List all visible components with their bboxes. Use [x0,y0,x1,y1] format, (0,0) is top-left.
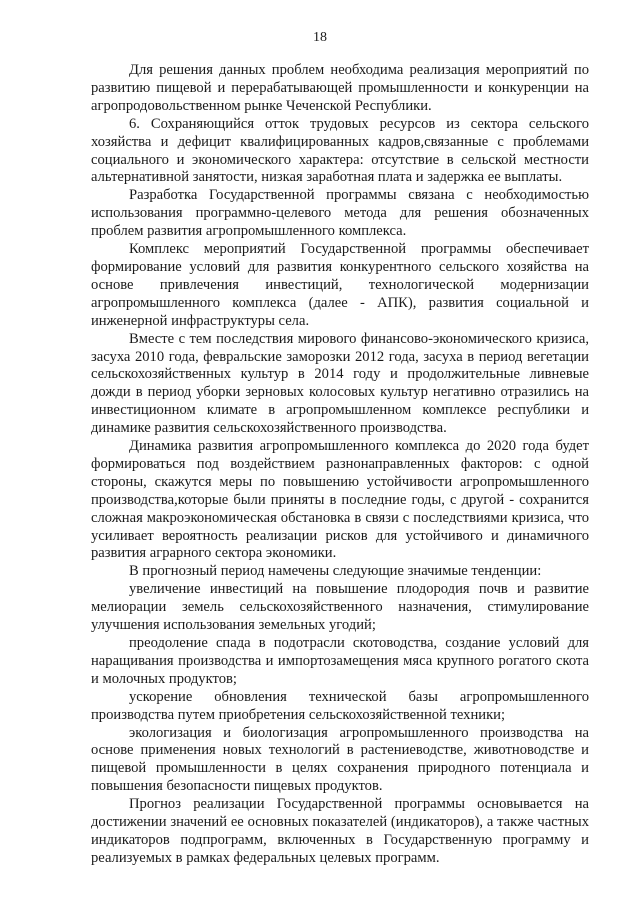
paragraph-labor-outflow: 6. Сохраняющийся отток трудовых ресурсов из сектора сельского хозяйства и дефицит квалифицированных кадров,связанные с проблемами социального и экономического характера: отсутствие в сельской местности альтернативной занятости, низкая заработная плата и задержка ее выплаты. [91,115,589,186]
page-number: 18 [313,30,327,45]
list-item-technical-base: ускорение обновления технической базы агропромышленного производства путем приобретения сельскохозяйственной техники; [91,688,589,723]
list-item-ecologization: экологизация и биологизация агропромышленного производства на основе применения новых технологий в растениеводстве, животноводстве и пищевой промышленности в целях сохранения природного потенциала и повышения безопасности пищевых продуктов. [91,724,589,795]
paragraph-measures-food-industry: Для решения данных проблем необходима реализация мероприятий по развитию пищевой и перерабатывающей промышленности и конкуренции на агропродовольственном рынке Чеченской Республики. [91,62,589,114]
list-item-cattle-breeding: преодоление спада в подотрасли скотоводства, создание условий для наращивания производства и импортозамещения мяса крупного рогатого скота и молочных продуктов; [91,635,589,687]
document-body [91,62,589,868]
paragraph-program-measures: Комплекс мероприятий Государственной программы обеспечивает формирование условий для развития конкурентного сельского хозяйства на основе привлечения инвестиций, технологической модернизации агропромышленного комплекса (далее - АПК), развития социальной и инженерной инфраструктуры села. [91,241,589,329]
paragraph-program-development: Разработка Государственной программы связана с необходимостью использования программно-целевого метода для решения обозначенных проблем развития агропромышленного комплекса. [91,187,589,240]
paragraph-crisis-consequences: Вместе с тем последствия мирового финансово-экономического кризиса, засуха 2010 года, февральские заморозки 2012 года, засуха в период вегетации сельскохозяйственных культур в 2014 году и продолжительные ливневые дожди в период уборки зерновых колосовых культур негативно отразились на инвестиционном климате в агропромышленном комплексе республики и динамике развития сельскохозяйственного производства. [91,330,589,437]
paragraph-forecast-trends-intro: В прогнозный период намечены следующие значимые тенденции: [129,563,542,580]
paragraph-forecast-indicators: Прогноз реализации Государственной программы основывается на достижении значений ее основных показателей (индикаторов), а также частных индикаторов подпрограмм, включенных в Государственную программу и реализуемых в рамках федеральных целевых программ. [91,796,589,866]
paragraph-dynamics-2020: Динамика развития агропромышленного комплекса до 2020 года будет формироваться под воздействием разнонаправленных факторов: с одной стороны, скажутся меры по повышению устойчивости агропромышленного производства,которые были приняты в последние годы, с другой - сохранится сложная макроэкономическая обстановка в связи с последствиями кризиса, что усиливает вероятность реализации рисков для устойчивого и динамичного развития аграрного сектора экономики. [91,438,589,562]
list-item-soil-fertility: увеличение инвестиций на повышение плодородия почв и развитие мелиорации земель сельскохозяйственного назначения, стимулирование улучшения использования земельных угодий; [91,581,589,634]
